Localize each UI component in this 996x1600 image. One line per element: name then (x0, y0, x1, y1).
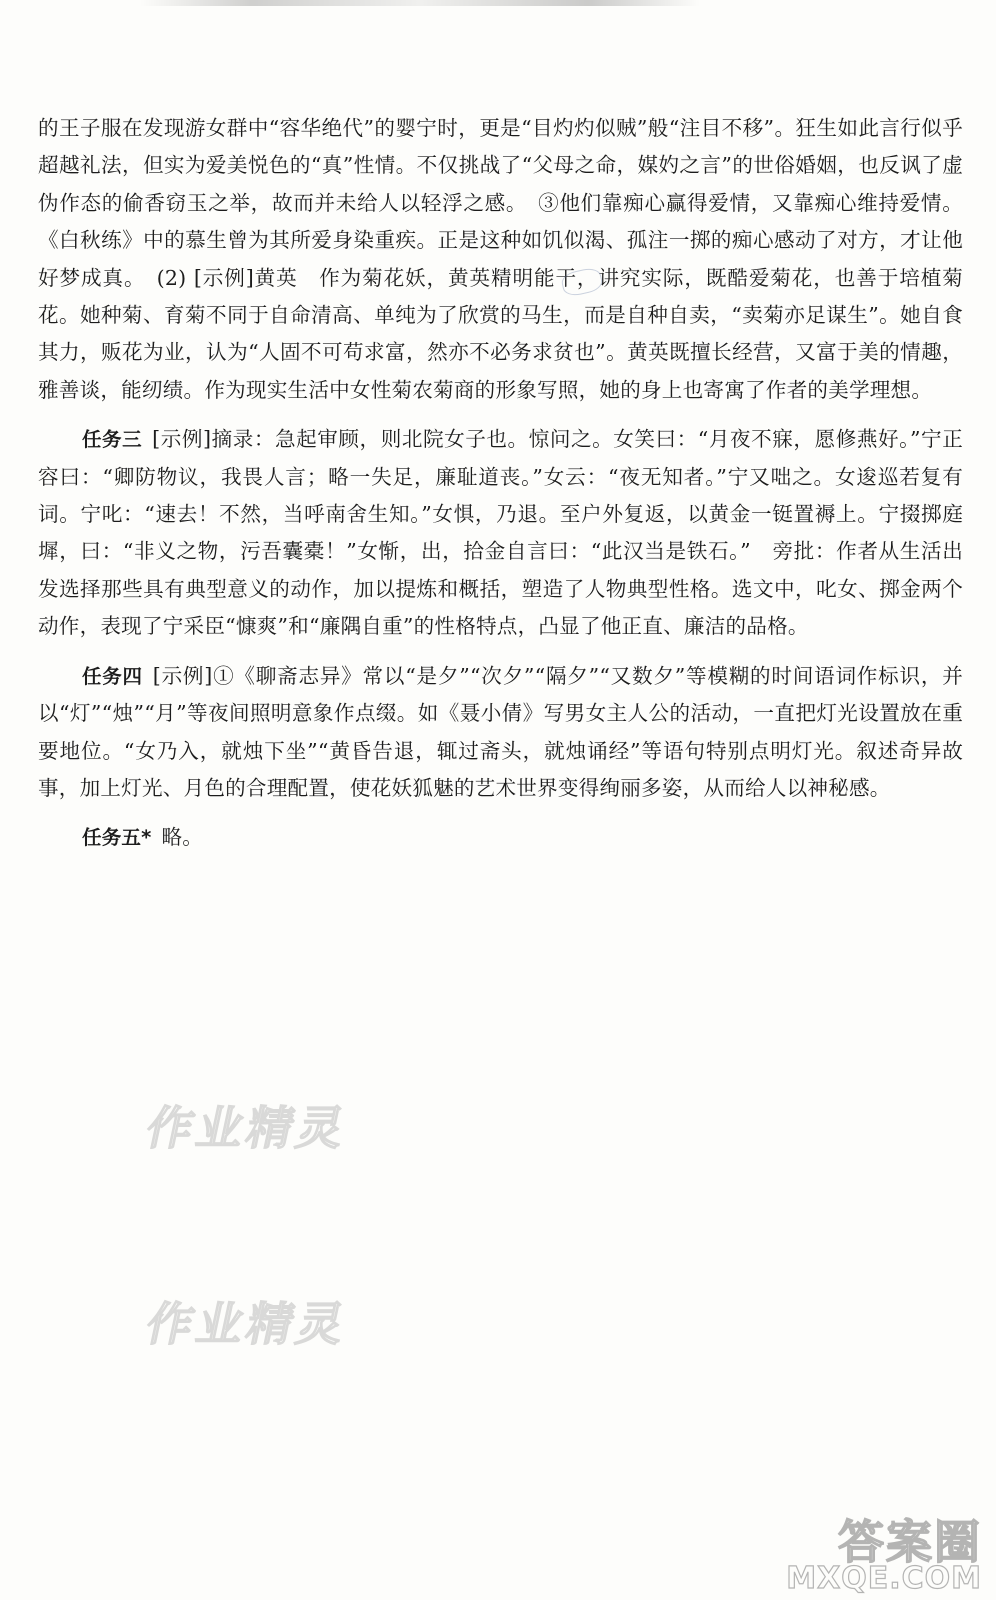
answer-paragraph-continued: 的王子服在发现游女群中“容华绝代”的婴宁时，更是“目灼灼似贼”般“注目不移”。狂生如此言行似乎超越礼法，但实为爱美悦色的“真”性情。不仅挑战了“父母之命，媒妁之言”的世俗婚姻，也反讽了虚伪作态的偷香窃玉之举，故而并未给人以轻浮之感。 ③他们靠痴心赢得爱情，又靠痴心维持爱情。《白秋练》中的慕生曾为其所爱身染重疾。正是这种如饥似渴、孤注一掷的痴心感动了对方，才让他好梦成真。 (2) [示例]黄英 作为菊花妖，黄英精明能干，讲究实际，既酷爱菊花，也善于培植菊花。她种菊、育菊不同于自命清高、单纯为了欣赏的马生，而是自种自卖，“卖菊亦足谋生”。她自食其力，贩花为业，认为“人固不可苟求富，然亦不必务求贫也”。黄英既擅长经营，又富于美的情趣，雅善谈，能纫绩。作为现实生活中女性菊农菊商的形象写照，她的身上也寄寓了作者的美学理想。 (38, 116, 963, 402)
task-three-paragraph (38, 421, 963, 645)
logo-main-text: 答案圈 (838, 1515, 982, 1569)
task-three-text: [示例]摘录：急起审顾，则北院女子也。惊问之。女笑曰：“月夜不寐，愿修燕好。”宁正容曰：“卿防物议，我畏人言；略一失足，廉耻道丧。”女云：“夜无知者。”宁又咄之。女逡巡若复有词。宁叱：“速去！不然，当呼南舍生知。”女惧，乃退。至户外复返，以黄金一铤置褥上。宁掇掷庭墀，曰：“非义之物，污吾囊橐！”女惭，出，拾金自言曰：“此汉当是铁石。” 旁批：作者从生活出发选择那些具有典型意义的动作，加以提炼和概括，塑造了人物典型性格。选文中，叱女、掷金两个动作，表现了宁采臣“慷爽”和“廉隅自重”的性格特点，凸显了他正直、廉洁的品格。 (38, 427, 963, 639)
task-three-label: 任务三 (82, 428, 143, 452)
document-body (38, 110, 963, 869)
task-four-text: [示例]①《聊斋志异》常以“是夕”“次夕”“隔夕”“又数夕”等模糊的时间语词作标识，并以“灯”“烛”“月”等夜间照明意象作点缀。如《聂小倩》写男女主人公的活动，一直把灯光设置放在重要地位。“女乃入，就烛下坐”“黄昏告退，辄过斋头，就烛诵经”等语句特别点明灯光。叙述奇异故事，加上灯光、月色的合理配置，使花妖狐魅的艺术世界变得绚丽多姿，从而给人以神秘感。 (38, 663, 963, 800)
task-four-label: 任务四 (82, 664, 143, 688)
scan-edge-artifact (140, 0, 700, 6)
task-four-paragraph (38, 658, 963, 808)
site-logo (780, 1506, 990, 1596)
task-five-text: 略。 (161, 825, 204, 850)
logo-url-text: MXQE.COM (786, 1561, 982, 1596)
task-five-label: 任务五* (82, 826, 152, 850)
watermark-text: 作业精灵 (141, 1297, 354, 1351)
watermark-text: 作业精灵 (141, 1101, 354, 1155)
task-five-paragraph (38, 819, 963, 856)
